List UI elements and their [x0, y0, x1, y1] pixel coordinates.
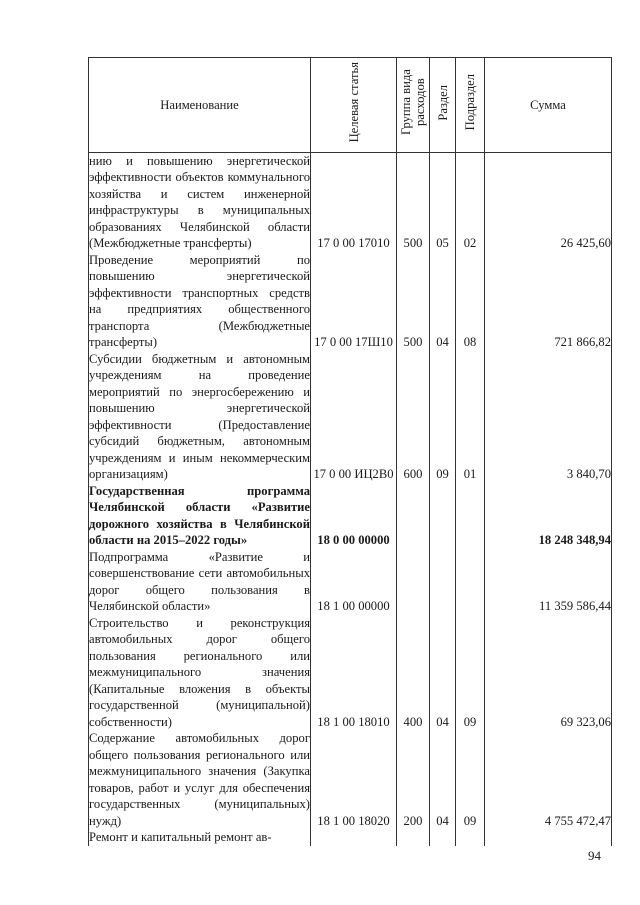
row-expense-group: 500 — [397, 152, 430, 252]
row-subsection: 09 — [456, 730, 485, 829]
row-expense-group — [397, 829, 430, 846]
table-row — [89, 351, 612, 483]
row-name: Субсидии бюджетным и автономным учреждениям на проведение мероприятий по энергосбережению и повышению энергетической эффективности (Предоставление субсидий бюджетным, автономным учреждениям и иным некоммерческим организациям) — [89, 351, 310, 481]
row-target-article: 18 0 00 00000 — [311, 483, 397, 549]
row-name: Строительство и реконструкция автомобильных дорог общего пользования регионального или межмуниципального значения (Капитальные вложения в объекты государственной (муниципальной) собственности) — [89, 615, 310, 729]
row-sum — [485, 829, 612, 846]
row-sum: 4 755 472,47 — [485, 730, 612, 829]
table-row — [89, 829, 612, 846]
row-section — [430, 829, 456, 846]
row-name: Подпрограмма «Развитие и совершенствование сети автомобильных дорог общего пользования в Челябинской области» — [89, 549, 310, 613]
table-row — [89, 615, 612, 731]
row-subsection: 09 — [456, 615, 485, 731]
row-expense-group — [397, 549, 430, 615]
row-subsection: 02 — [456, 152, 485, 252]
row-section: 05 — [430, 152, 456, 252]
budget-table — [88, 57, 612, 846]
row-expense-group: 200 — [397, 730, 430, 829]
row-expense-group: 500 — [397, 252, 430, 351]
row-subsection — [456, 549, 485, 615]
row-subsection: 08 — [456, 252, 485, 351]
row-section: 04 — [430, 615, 456, 731]
row-target-article: 18 1 00 00000 — [311, 549, 397, 615]
row-target-article — [311, 829, 397, 846]
table-row — [89, 483, 612, 549]
row-name: Государственная программа Челябинской области «Развитие дорожного хозяйства в Челябинской области на 2015–2022 годы» — [89, 483, 310, 547]
table-row — [89, 252, 612, 351]
row-subsection — [456, 483, 485, 549]
row-section: 04 — [430, 730, 456, 829]
row-sum: 3 840,70 — [485, 351, 612, 483]
row-expense-group: 600 — [397, 351, 430, 483]
row-subsection — [456, 829, 485, 846]
row-sum: 18 248 348,94 — [485, 483, 612, 549]
header-subsection: Подраздел — [456, 58, 485, 153]
row-target-article: 18 1 00 18010 — [311, 615, 397, 731]
row-target-article: 17 0 00 17Ш10 — [311, 252, 397, 351]
row-section: 09 — [430, 351, 456, 483]
row-expense-group: 400 — [397, 615, 430, 731]
row-name: Содержание автомобильных дорог общего пользования регионального или межмуниципального значения (Закупка товаров, работ и услуг для обеспечения государственных (муниципальных) нужд) — [89, 731, 310, 828]
page-number: 94 — [588, 848, 601, 863]
row-name: Проведение мероприятий по повышению энергетической эффективности транспортных средств на предприятиях общественного транспорта (Межбюджетные трансферты) — [89, 252, 310, 349]
header-target-article: Целевая статья — [311, 58, 397, 153]
row-target-article: 18 1 00 18020 — [311, 730, 397, 829]
table-header-row — [89, 58, 612, 153]
row-section — [430, 483, 456, 549]
header-name: Наименование — [89, 58, 311, 153]
header-expense-group: Группа вида расходов — [397, 58, 430, 153]
row-sum: 69 323,06 — [485, 615, 612, 731]
row-section: 04 — [430, 252, 456, 351]
row-name: Ремонт и капитальный ремонт ав- — [89, 829, 311, 846]
row-sum: 11 359 586,44 — [485, 549, 612, 615]
row-expense-group — [397, 483, 430, 549]
row-sum: 721 866,82 — [485, 252, 612, 351]
table-row — [89, 549, 612, 615]
row-sum: 26 425,60 — [485, 152, 612, 252]
header-section: Раздел — [430, 58, 456, 153]
table-row — [89, 730, 612, 829]
table-row — [89, 152, 612, 252]
row-section — [430, 549, 456, 615]
header-sum: Сумма — [485, 58, 612, 153]
row-name: нию и повышению энергетической эффективности объектов коммунального хозяйства и систем инженерной инфраструктуры в муниципальных образованиях Челябинской области (Межбюджетные трансферты) — [89, 153, 310, 250]
row-target-article: 17 0 00 17010 — [311, 152, 397, 252]
row-target-article: 17 0 00 ИЦ2В0 — [311, 351, 397, 483]
row-subsection: 01 — [456, 351, 485, 483]
